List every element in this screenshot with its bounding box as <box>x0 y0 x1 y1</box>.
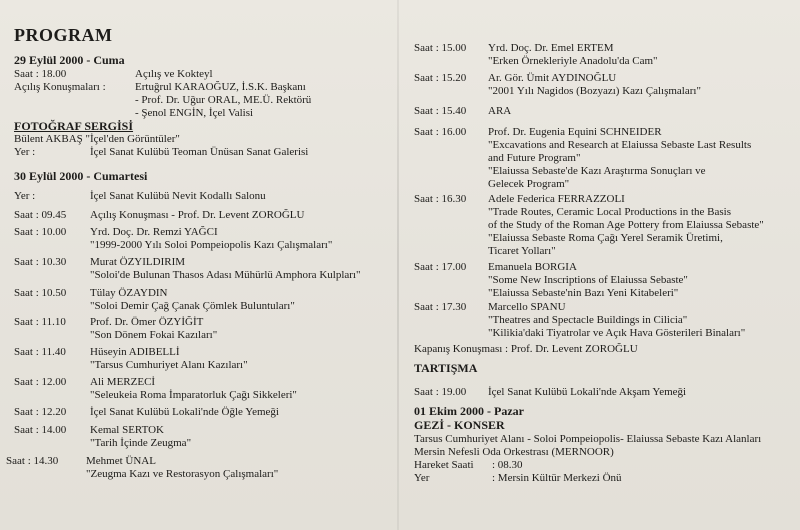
session-time: Saat : 15.00 <box>414 42 467 54</box>
session-line-5: Ticaret Yolları" <box>488 245 556 257</box>
session-time: Saat : 12.20 <box>14 406 67 418</box>
discussion-header: TARTIŞMA <box>414 361 478 375</box>
session-line-1: Emanuela BORGIA <box>488 261 577 273</box>
session-line-2: "Seleukeia Roma İmparatorluk Çağı Sikkeleri" <box>90 389 297 401</box>
session-time: Saat : 10.30 <box>14 256 67 268</box>
dinner-value: İçel Sanat Kulübü Lokali'nde Akşam Yemeği <box>488 386 687 398</box>
session-line-2: "Theatres and Spectacle Buildings in Cilicia" <box>488 314 688 326</box>
session-line-3: of the Study of the Roman Age Pottery from Elaiussa Sebaste" <box>488 219 764 231</box>
session-line-1: Kemal SERTOK <box>90 424 164 436</box>
session-line-1: Prof. Dr. Eugenia Equini SCHNEIDER <box>488 126 662 138</box>
day1-speeches-label: Açılış Konuşmaları : <box>14 81 106 93</box>
session-time: Saat : 10.00 <box>14 226 67 238</box>
session-line-1: Prof. Dr. Ömer ÖZYİĞİT <box>90 316 204 328</box>
day1-speech-1: Ertuğrul KARAOĞUZ, İ.S.K. Başkanı <box>135 81 306 93</box>
session-line-2: "Some New Inscriptions of Elaiussa Sebaste" <box>488 274 688 286</box>
exhibition-line: Bülent AKBAŞ "İçel'den Görüntüler" <box>14 133 180 145</box>
session-line-2: "Zeugma Kazı ve Restorasyon Çalışmaları" <box>86 468 279 480</box>
day1-header: 29 Eylül 2000 - Cuma <box>14 53 125 67</box>
session-line-4: "Elaiussa Sebaste Roma Çağı Yerel Seramik Üretimi, <box>488 232 723 244</box>
session-time: Saat : 15.20 <box>414 72 467 84</box>
day1-time-label: Saat : 18.00 <box>14 68 67 80</box>
session-line-3: and Future Program" <box>488 152 581 164</box>
session-time: Saat : 11.40 <box>14 346 66 358</box>
session-line-1: Marcello SPANU <box>488 301 566 313</box>
session-line-1: Yrd. Doç. Dr. Emel ERTEM <box>488 42 614 54</box>
session-line-4: "Elaiussa Sebaste'de Kazı Araştırma Sonuçları ve <box>488 165 706 177</box>
session-line-1: Yrd. Doç. Dr. Remzi YAĞCI <box>90 226 218 238</box>
day3-line-2: Mersin Nefesli Oda Orkestrası (MERNOOR) <box>414 446 614 458</box>
session-line-1: ARA <box>488 105 512 117</box>
exhibition-place-value: İçel Sanat Kulübü Teoman Ünüsan Sanat Galerisi <box>90 146 309 158</box>
session-line-2: "Soloi Demir Çağ Çanak Çömlek Buluntuları" <box>90 300 295 312</box>
session-line-2: "Excavations and Research at Elaiussa Sebaste Last Results <box>488 139 752 151</box>
day2-place-value: İçel Sanat Kulübü Nevit Kodallı Salonu <box>90 190 266 202</box>
session-time: Saat : 17.30 <box>414 301 467 313</box>
session-line-1: Tülay ÖZAYDIN <box>90 287 168 299</box>
day1-speech-2: - Prof. Dr. Uğur ORAL, ME.Ü. Rektörü <box>135 94 312 106</box>
session-line-1: İçel Sanat Kulübü Lokali'nde Öğle Yemeği <box>90 406 279 418</box>
session-line-1: Adele Federica FERRAZZOLI <box>488 193 625 205</box>
session-time: Saat : 14.00 <box>14 424 67 436</box>
session-time: Saat : 17.00 <box>414 261 467 273</box>
concert-header: GEZİ - KONSER <box>414 418 505 432</box>
session-line-1: Ali MERZECİ <box>90 376 156 388</box>
closing-speech: Kapanış Konuşması : Prof. Dr. Levent ZOROĞLU <box>414 343 638 355</box>
session-time: Saat : 14.30 <box>6 455 59 467</box>
exhibition-header: FOTOĞRAF SERGİSİ <box>14 119 134 133</box>
session-time: Saat : 16.30 <box>414 193 467 205</box>
day2-place-label: Yer : <box>14 190 36 202</box>
exhibition-place-label: Yer : <box>14 146 36 158</box>
session-line-1: Murat ÖZYILDIRIM <box>90 256 186 268</box>
page-fold <box>397 0 399 530</box>
session-line-2: "Tarih İçinde Zeugma" <box>90 437 192 449</box>
session-line-2: "Son Dönem Fokai Kazıları" <box>90 329 218 341</box>
session-time: Saat : 15.40 <box>414 105 467 117</box>
session-line-2: "Tarsus Cumhuriyet Alanı Kazıları" <box>90 359 248 371</box>
session-line-2: "Erken Örnekleriyle Anadolu'da Cam" <box>488 55 658 67</box>
session-line-2: "Trade Routes, Ceramic Local Productions in the Basis <box>488 206 731 218</box>
session-line-2: "2001 Yılı Nagidos (Bozyazı) Kazı Çalışmaları" <box>488 85 701 97</box>
session-line-3: "Kilikia'daki Tiyatrolar ve Açık Hava Gösterileri Binaları" <box>488 327 746 339</box>
day1-speech-3: - Şenol ENGİN, İçel Valisi <box>135 107 254 119</box>
session-line-1: Ar. Gör. Ümit AYDINOĞLU <box>488 72 617 84</box>
session-line-1: Mehmet ÜNAL <box>86 455 156 467</box>
departure-value: : 08.30 <box>492 459 523 471</box>
session-line-2: "Soloi'de Bulunan Thasos Adası Mühürlü Amphora Kulpları" <box>90 269 361 281</box>
departure-label: Hareket Saati <box>414 459 474 471</box>
session-line-5: Gelecek Program" <box>488 178 570 190</box>
session-time: Saat : 11.10 <box>14 316 66 328</box>
day3-line-1: Tarsus Cumhuriyet Alanı - Soloi Pompeiopolis- Elaiussa Sebaste Kazı Alanları <box>414 433 762 445</box>
dinner-time: Saat : 19.00 <box>414 386 467 398</box>
session-time: Saat : 16.00 <box>414 126 467 138</box>
program-title: PROGRAM <box>14 25 113 45</box>
day3-place-label: Yer <box>414 472 430 484</box>
day3-header: 01 Ekim 2000 - Pazar <box>414 404 524 418</box>
day3-place-value: : Mersin Kültür Merkezi Önü <box>492 472 622 484</box>
session-time: Saat : 10.50 <box>14 287 67 299</box>
session-time: Saat : 12.00 <box>14 376 67 388</box>
day1-time-value: Açılış ve Kokteyl <box>135 68 213 80</box>
session-time: Saat : 09.45 <box>14 209 67 221</box>
session-line-1: Açılış Konuşması - Prof. Dr. Levent ZOROĞLU <box>90 209 305 221</box>
session-line-1: Hüseyin ADIBELLİ <box>90 346 180 358</box>
day2-header: 30 Eylül 2000 - Cumartesi <box>14 169 148 183</box>
session-line-3: "Elaiussa Sebaste'nin Bazı Yeni Kitabeleri" <box>488 287 679 299</box>
session-line-2: "1999-2000 Yılı Soloi Pompeiopolis Kazı Çalışmaları" <box>90 239 333 251</box>
